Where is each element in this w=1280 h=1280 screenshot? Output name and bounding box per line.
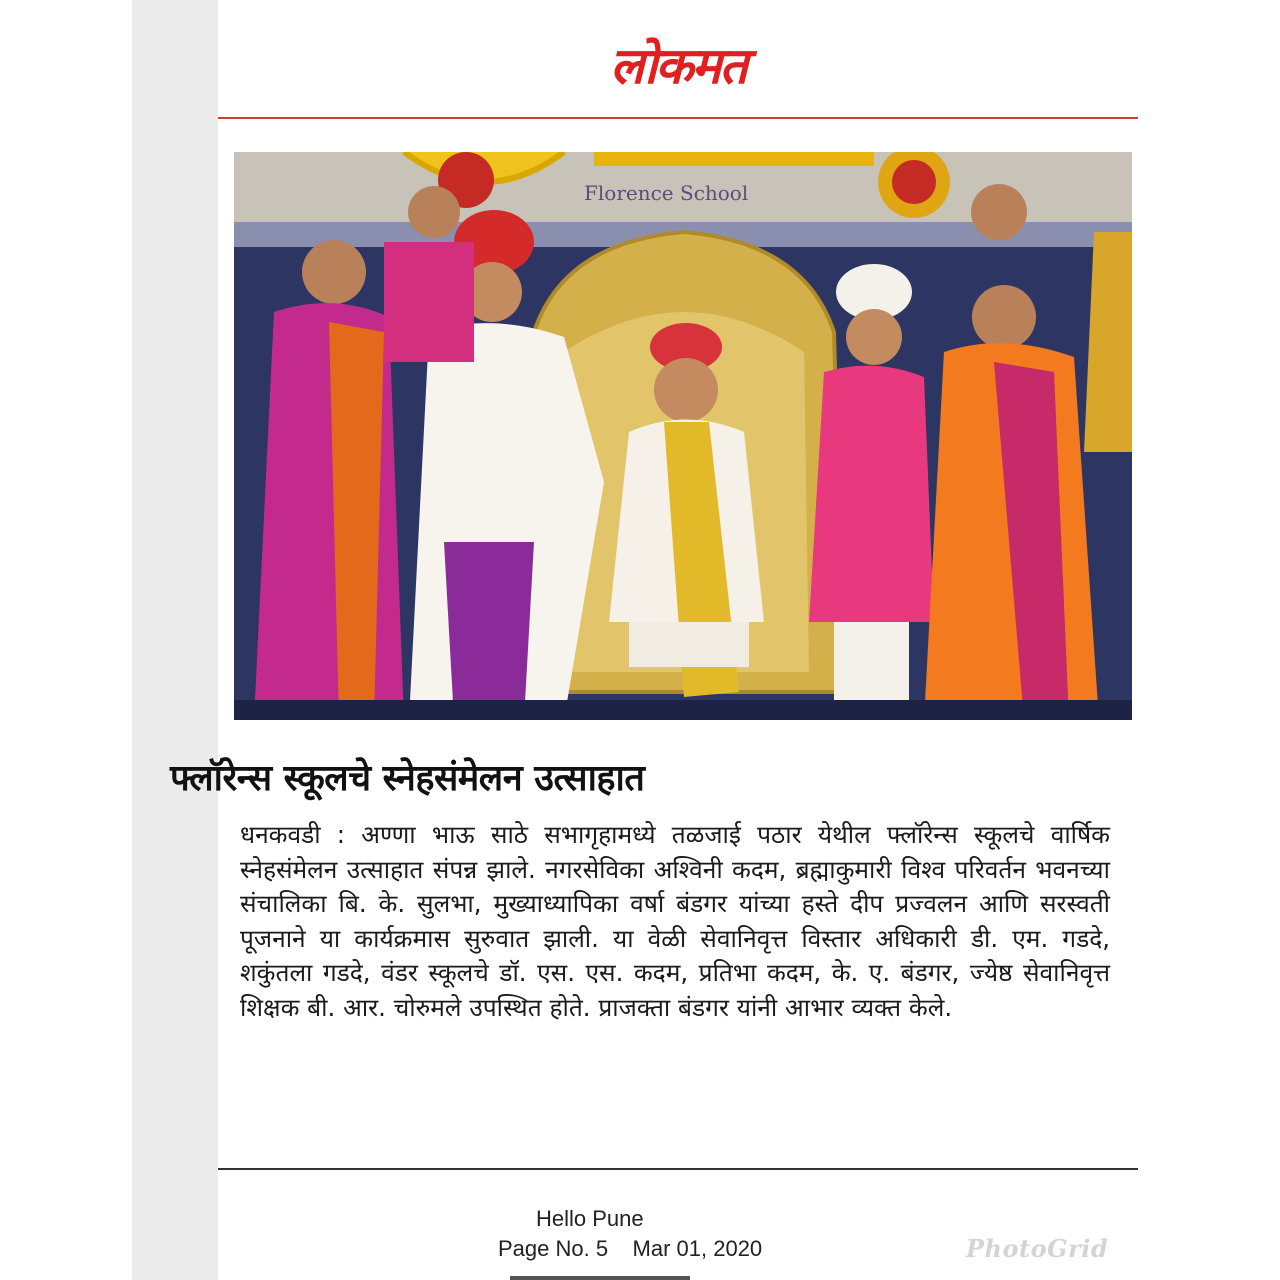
edition-name: Hello Pune xyxy=(536,1206,644,1231)
footer-rule xyxy=(218,1168,1138,1170)
banner-text: Florence School xyxy=(584,181,749,205)
right-margin xyxy=(1138,0,1280,1280)
cropped-footer-line xyxy=(510,1270,710,1280)
photogrid-watermark: PhotoGrid xyxy=(966,1234,1109,1263)
masthead-rule xyxy=(218,117,1138,119)
article-body: धनकवडी : अण्णा भाऊ साठे सभागृहामध्ये तळजाई पठार येथील फ्लॉरेन्स स्कूलचे वार्षिक स्नेहसंमेलन उत्साहात संपन्न झाले. नगरसेविका अश्विनी कदम, ब्रह्माकुमारी विश्व परिवर्तन भवनच्या संचालिका बि. के. सुलभा, मुख्याध्यापिका वर्षा बंडगर यांच्या हस्ते दीप प्रज्वलन आणि सरस्वती पूजनाने या कार्यक्रमास सुरुवात झाली. या वेळी सेवानिवृत्त विस्तार अधिकारी डी. एम. गडदे, शकुंतला गडदे, वंडर स्कूलचे डॉ. एस. एस. कदम, प्रतिभा कदम, के. ए. बंडगर, ज्येष्ठ सेवानिवृत्त शिक्षक बी. आर. चोरुमले उपस्थित होते. प्राजक्ता बंडगर यांनी आभार व्यक्त केले. xyxy=(240,820,1110,1022)
masthead-logo: लोकमत xyxy=(610,37,746,95)
article-photo xyxy=(234,152,1132,720)
left-gutter xyxy=(132,0,218,1280)
article-headline: फ्लॉरेन्स स्कूलचे स्नेहसंमेलन उत्साहात xyxy=(170,758,645,799)
left-margin xyxy=(0,0,132,1280)
page-date-line: Page No. 5 Mar 01, 2020 xyxy=(498,1236,763,1261)
newspaper-clipping xyxy=(170,0,1138,1280)
